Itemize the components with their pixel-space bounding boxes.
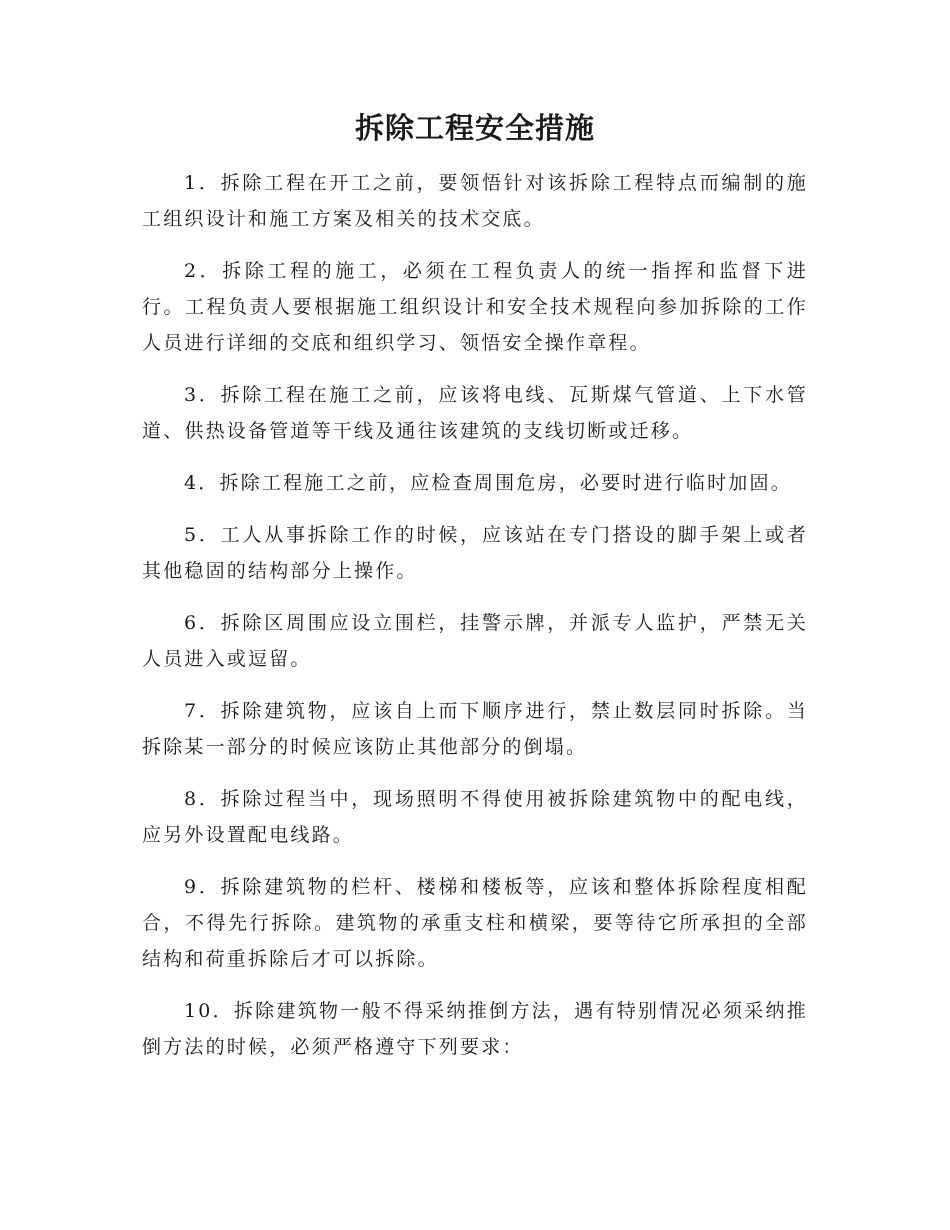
paragraph-10: 10．拆除建筑物一般不得采纳推倒方法，遇有特别情况必须采纳推倒方法的时候，必须严格遵守下列要求： <box>142 1000 808 1058</box>
document-title: 拆除工程安全措施 <box>354 111 595 145</box>
document-body <box>142 165 808 1081</box>
paragraph-9: 9．拆除建筑物的栏杆、楼梯和楼板等，应该和整体拆除程度相配合，不得先行拆除。建筑物的承重支柱和横梁，要等待它所承担的全部结构和荷重拆除后才可以拆除。 <box>142 876 808 970</box>
paragraph-1: 1．拆除工程在开工之前，要领悟针对该拆除工程特点而编制的施工组织设计和施工方案及相关的技术交底。 <box>142 172 808 230</box>
paragraph-2: 2．拆除工程的施工，必须在工程负责人的统一指挥和监督下进行。工程负责人要根据施工组织设计和安全技术规程向参加拆除的工作人员进行详细的交底和组织学习、领悟安全操作章程。 <box>142 260 808 354</box>
paragraph-6: 6．拆除区周围应设立围栏，挂警示牌，并派专人监护，严禁无关人员进入或逗留。 <box>142 612 808 670</box>
paragraph-5: 5．工人从事拆除工作的时候，应该站在专门搭设的脚手架上或者其他稳固的结构部分上操作。 <box>142 524 808 582</box>
paragraph-4: 4．拆除工程施工之前，应检查周围危房，必要时进行临时加固。 <box>184 472 792 494</box>
paragraph-8: 8．拆除过程当中，现场照明不得使用被拆除建筑物中的配电线，应另外设置配电线路。 <box>142 788 808 846</box>
paragraph-7: 7．拆除建筑物，应该自上而下顺序进行，禁止数层同时拆除。当拆除某一部分的时候应该防止其他部分的倒塌。 <box>142 700 808 758</box>
paragraph-3: 3．拆除工程在施工之前，应该将电线、瓦斯煤气管道、上下水管道、供热设备管道等干线及通往该建筑的支线切断或迁移。 <box>142 384 808 442</box>
